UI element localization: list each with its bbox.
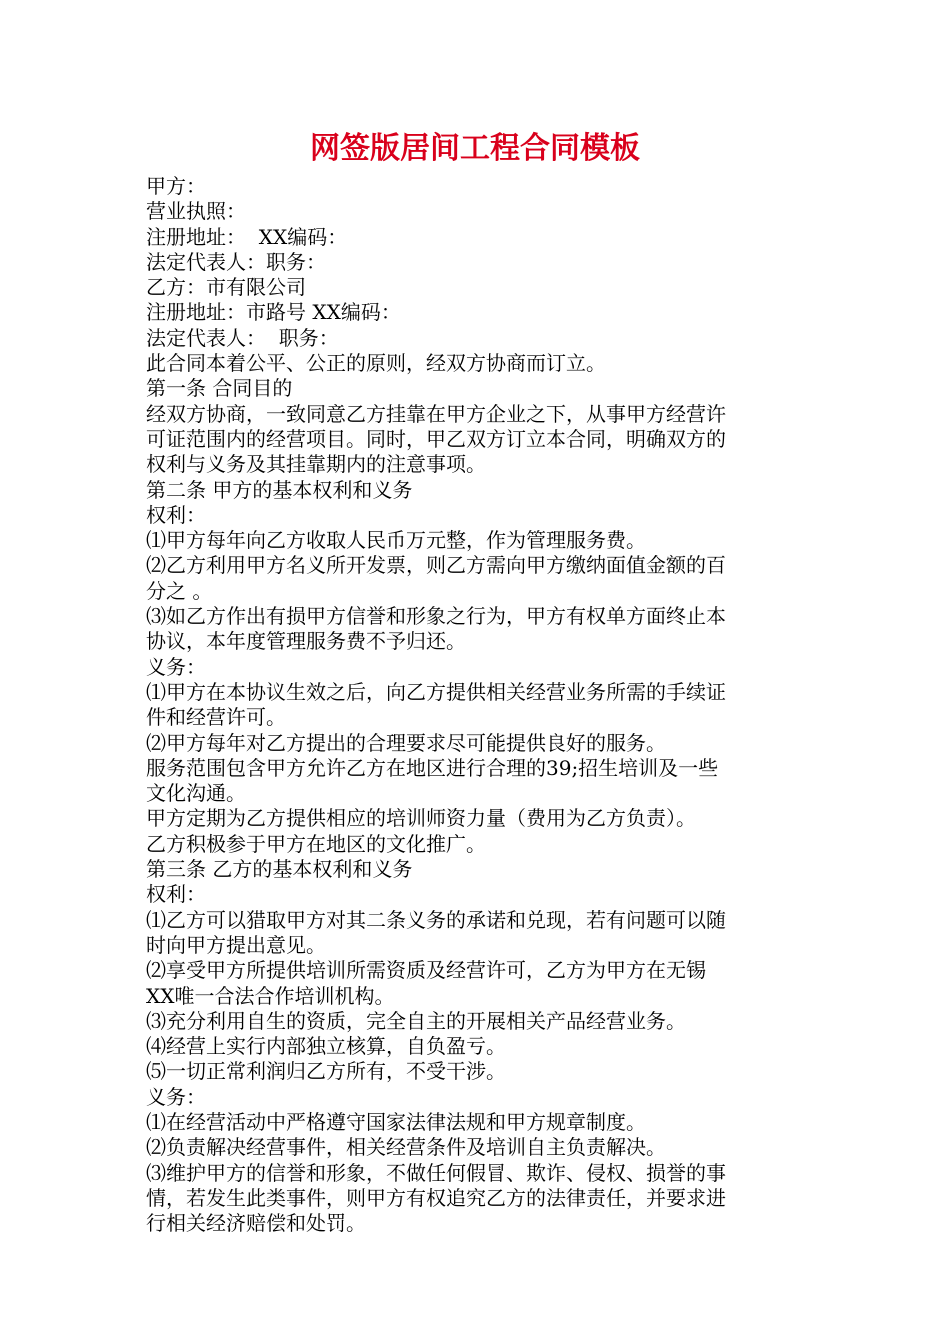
- document-line: ⑵负责解决经营事件，相关经营条件及培训自主负责解决。: [146, 1135, 666, 1160]
- document-line: 文化沟通。: [146, 781, 246, 806]
- document-line: ⑶维护甲方的信誉和形象，不做任何假冒、欺诈、侵权、损誉的事: [146, 1160, 726, 1185]
- document-line: 义务：: [146, 1084, 206, 1109]
- document-line: 甲方定期为乙方提供相应的培训师资力量（费用为乙方负责）。: [146, 806, 696, 831]
- document-line: 权利：: [146, 882, 206, 907]
- document-line: 经双方协商，一致同意乙方挂靠在甲方企业之下，从事甲方经营许: [146, 401, 726, 426]
- document-line: 乙方积极参于甲方在地区的文化推广。: [146, 831, 486, 856]
- document-line: ⑵甲方每年对乙方提出的合理要求尽可能提供良好的服务。: [146, 730, 666, 755]
- document-line: 行相关经济赔偿和处罚。: [146, 1211, 366, 1236]
- document-line: 义务：: [146, 654, 206, 679]
- document-line: 服务范围包含甲方允许乙方在地区进行合理的39;招生培训及一些: [146, 755, 719, 780]
- document-line: ⑴甲方在本协议生效之后，向乙方提供相关经营业务所需的手续证: [146, 679, 726, 704]
- document-body: [146, 174, 814, 1236]
- document-line: ⑴乙方可以猎取甲方对其二条义务的承诺和兑现，若有问题可以随: [146, 907, 726, 932]
- document-line: 分之 。: [146, 578, 213, 603]
- document-line: ⑴在经营活动中严格遵守国家法律法规和甲方规章制度。: [146, 1109, 646, 1134]
- document-line: 甲方：: [146, 174, 206, 198]
- document-line: XX唯一合法合作培训机构。: [146, 983, 395, 1008]
- document-line: ⑶如乙方作出有损甲方信誉和形象之行为，甲方有权单方面终止本: [146, 604, 726, 629]
- document-line: 可证范围内的经营项目。同时，甲乙双方订立本合同，明确双方的: [146, 426, 726, 451]
- document-line: ⑷经营上实行内部独立核算，自负盈亏。: [146, 1034, 506, 1059]
- document-line: 件和经营许可。: [146, 705, 286, 730]
- document-line: 第三条 乙方的基本权利和义务: [146, 857, 413, 882]
- document-line: 第二条 甲方的基本权利和义务: [146, 477, 413, 502]
- document-line: ⑵乙方利用甲方名义所开发票，则乙方需向甲方缴纳面值金额的百: [146, 553, 726, 578]
- document-line: 第一条 合同目的: [146, 376, 293, 401]
- document-line: ⑶充分利用自生的资质，完全自主的开展相关产品经营业务。: [146, 1008, 686, 1033]
- document-line: ⑴甲方每年向乙方收取人民币万元整，作为管理服务费。: [146, 528, 646, 553]
- document-line: ⑸一切正常利润归乙方所有，不受干涉。: [146, 1059, 506, 1084]
- document-line: 权利：: [146, 502, 206, 527]
- document-line: 情，若发生此类事件，则甲方有权追究乙方的法律责任，并要求进: [146, 1185, 726, 1210]
- document-line: 时向甲方提出意见。: [146, 932, 326, 957]
- document-line: 此合同本着公平、公正的原则，经双方协商而订立。: [146, 351, 606, 376]
- document-line: 权利与义务及其挂靠期内的注意事项。: [146, 452, 486, 477]
- document-line: 法定代表人：职务：: [146, 249, 326, 274]
- document-line: 乙方：市有限公司: [146, 275, 306, 300]
- document-line: 注册地址：市路号 XX编码：: [146, 300, 401, 325]
- document-line: 营业执照：: [146, 199, 246, 224]
- document-line: ⑵享受甲方所提供培训所需资质及经营许可，乙方为甲方在无锡: [146, 958, 706, 983]
- document-line: 注册地址： XX编码：: [146, 224, 348, 249]
- document-title: 网签版居间工程合同模板: [310, 131, 640, 166]
- document-line: 协议，本年度管理服务费不予归还。: [146, 629, 466, 654]
- document-line: 法定代表人： 职务：: [146, 325, 339, 350]
